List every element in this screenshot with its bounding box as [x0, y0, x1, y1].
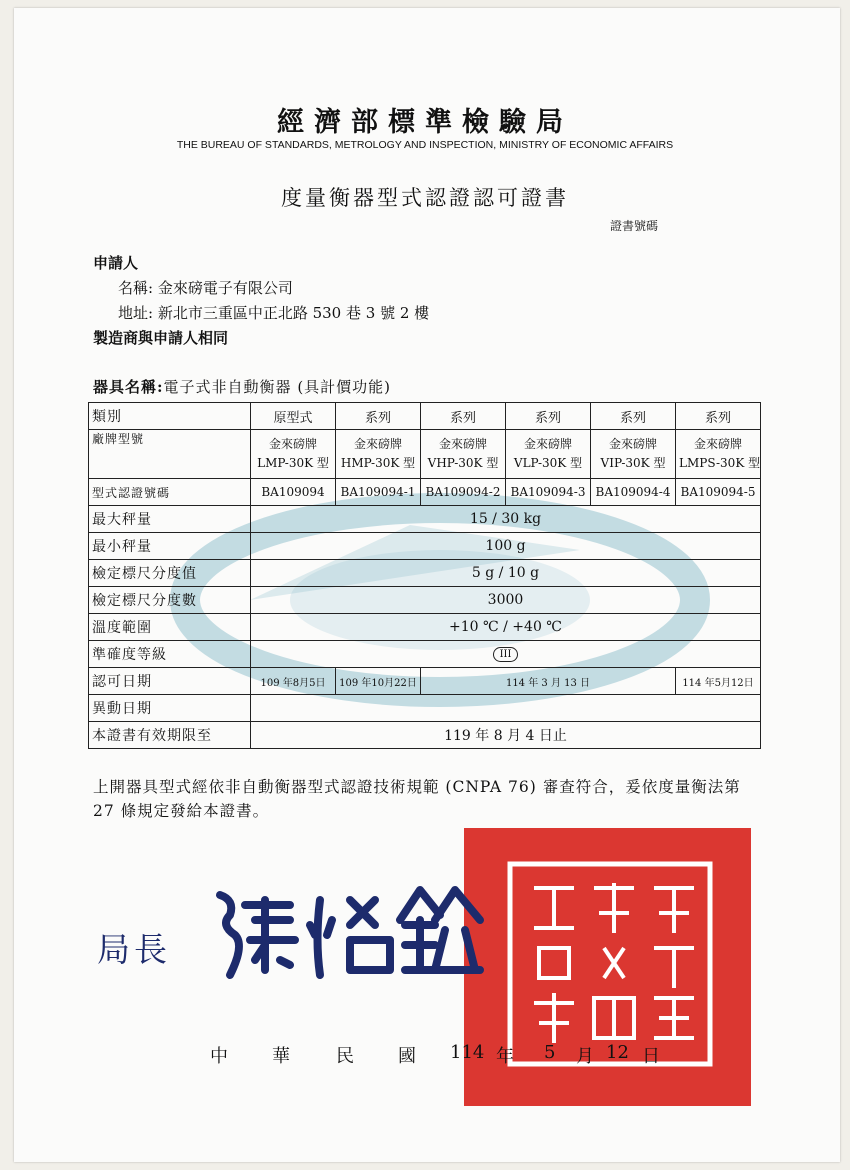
- brand-model-cell: [336, 430, 421, 479]
- accuracy-class-cell: [251, 641, 761, 668]
- issue-date-char: 中: [210, 1046, 228, 1067]
- issue-date-char: 華: [272, 1046, 290, 1067]
- model-name: VHP-30K 型: [427, 456, 499, 470]
- issue-month: 5: [544, 1042, 556, 1063]
- category-cell: 原型式: [251, 403, 336, 430]
- type-cert-no-cell: BA109094-2: [421, 479, 506, 506]
- specification-table: [88, 402, 761, 749]
- brand-model-cell: [251, 430, 336, 479]
- verification-interval-value: 5 g / 10 g: [251, 560, 761, 587]
- table-row: [89, 695, 761, 722]
- director-signature: [210, 880, 510, 990]
- brand-model-cell: [421, 430, 506, 479]
- model-name: LMPS-30K 型: [679, 456, 761, 470]
- accuracy-class-label: 準確度等級: [89, 641, 251, 668]
- applicant-address: 地址: 新北市三重區中正北路 530 巷 3 號 2 樓: [118, 304, 430, 322]
- model-name: HMP-30K 型: [340, 456, 416, 470]
- category-label: 類別: [89, 403, 251, 430]
- model-name: LMP-30K 型: [257, 456, 329, 470]
- brand-model-cell: [506, 430, 591, 479]
- validity-value: 119 年 8 月 4 日止: [251, 722, 761, 749]
- verification-divisions-label: 檢定標尺分度數: [89, 587, 251, 614]
- approval-date-cell: 114 年5月12日: [676, 668, 761, 695]
- issue-day-unit: 日: [642, 1046, 660, 1067]
- brand-name: 金來磅牌: [268, 437, 317, 451]
- issue-date-char: 民: [336, 1046, 354, 1067]
- bureau-name-en: THE BUREAU OF STANDARDS, METROLOGY AND INSPECTION, MINISTRY OF ECONOMIC AFFAIRS: [176, 139, 674, 151]
- brand-model-cell: [676, 430, 761, 479]
- validity-label: 本證書有效期限至: [89, 722, 251, 749]
- max-capacity-label: 最大秤量: [89, 506, 251, 533]
- accuracy-class-value: III: [493, 647, 519, 662]
- category-cell: 系列: [676, 403, 761, 430]
- certificate-title: 度量衡器型式認證認可證書: [281, 186, 569, 210]
- instrument-label: 器具名稱:: [93, 378, 164, 396]
- temperature-range-label: 溫度範圍: [89, 614, 251, 641]
- approval-date-label: 認可日期: [89, 668, 251, 695]
- table-row: [89, 641, 761, 668]
- min-capacity-label: 最小秤量: [89, 533, 251, 560]
- type-cert-no-label: 型式認證號碼: [89, 479, 251, 506]
- table-row: [89, 430, 761, 479]
- change-date-value: [251, 695, 761, 722]
- category-cell: 系列: [336, 403, 421, 430]
- verification-interval-label: 檢定標尺分度值: [89, 560, 251, 587]
- bureau-name-zh: 經濟部標準檢驗局: [277, 107, 573, 138]
- table-row: [89, 614, 761, 641]
- approval-date-cell: 109 年8月5日: [251, 668, 336, 695]
- brand-name: 金來磅牌: [353, 437, 402, 451]
- issue-year: 114: [450, 1042, 485, 1063]
- issue-date-char: 國: [398, 1046, 416, 1067]
- brand-model-label: 廠牌型號: [89, 430, 251, 479]
- issue-year-unit: 年: [496, 1046, 514, 1067]
- instrument-value: 電子式非自動衡器 (具計價功能): [163, 378, 392, 396]
- table-row: [89, 533, 761, 560]
- type-cert-no-cell: BA109094-5: [676, 479, 761, 506]
- min-capacity-value: 100 g: [251, 533, 761, 560]
- category-cell: 系列: [591, 403, 676, 430]
- table-row: [89, 403, 761, 430]
- type-cert-no-cell: BA109094: [251, 479, 336, 506]
- director-general-title: 局長: [97, 930, 171, 969]
- type-cert-no-cell: BA109094-1: [336, 479, 421, 506]
- brand-name: 金來磅牌: [693, 437, 742, 451]
- category-cell: 系列: [506, 403, 591, 430]
- issue-month-unit: 月: [576, 1046, 594, 1067]
- table-row: [89, 722, 761, 749]
- model-name: VIP-30K 型: [600, 456, 666, 470]
- type-cert-no-cell: BA109094-3: [506, 479, 591, 506]
- category-cell: 系列: [421, 403, 506, 430]
- approval-date-cell: 109 年10月22日: [336, 668, 421, 695]
- brand-model-cell: [591, 430, 676, 479]
- applicant-name: 名稱: 金來磅電子有限公司: [118, 279, 293, 297]
- table-row: [89, 479, 761, 506]
- type-cert-no-cell: BA109094-4: [591, 479, 676, 506]
- max-capacity-value: 15 / 30 kg: [251, 506, 761, 533]
- change-date-label: 異動日期: [89, 695, 251, 722]
- table-row: [89, 506, 761, 533]
- certificate-number-label: 證書號碼: [610, 219, 659, 233]
- brand-name: 金來磅牌: [523, 437, 572, 451]
- approval-date-cell: 114 年 3 月 13 日: [421, 668, 676, 695]
- temperature-range-value: +10 ℃ / +40 ℃: [251, 614, 761, 641]
- table-row: [89, 668, 761, 695]
- issue-day: 12: [606, 1042, 629, 1063]
- brand-name: 金來磅牌: [608, 437, 657, 451]
- brand-name: 金來磅牌: [438, 437, 487, 451]
- certification-statement: 上開器具型式經依非自動衡器型式認證技術規範 (CNPA 76) 審查符合，爰依度量衡法第 27 條規定發給本證書。: [93, 778, 741, 820]
- manufacturer-note: 製造商與申請人相同: [93, 329, 229, 347]
- model-name: VLP-30K 型: [513, 456, 583, 470]
- table-row: [89, 587, 761, 614]
- table-row: [89, 560, 761, 587]
- applicant-heading: 申請人: [93, 254, 139, 272]
- instrument-name: [93, 376, 391, 397]
- verification-divisions-value: 3000: [251, 587, 761, 614]
